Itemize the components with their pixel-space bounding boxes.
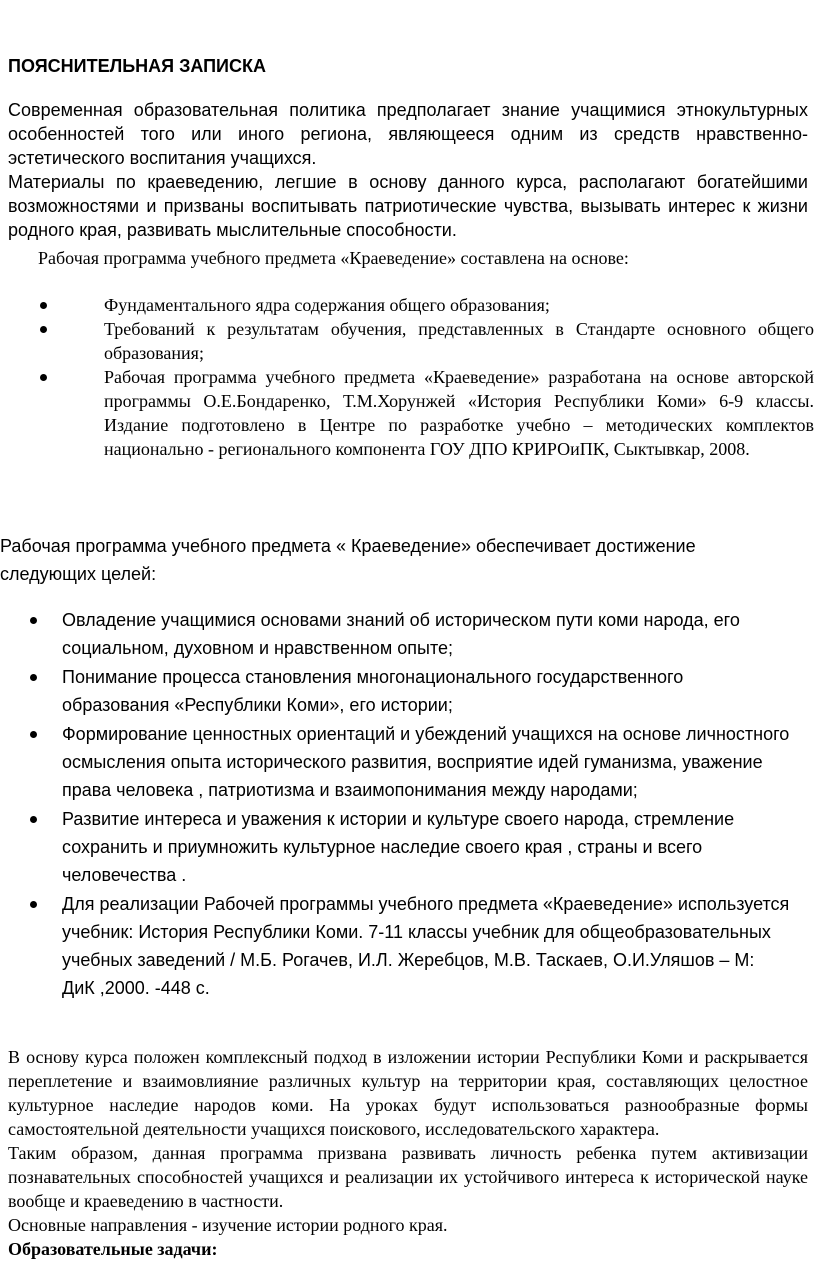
list-item: Понимание процесса становления многонационального государственного образования «Республики Коми», его истории; [30, 663, 790, 719]
page-title: ПОЯСНИТЕЛЬНАЯ ЗАПИСКА [8, 56, 266, 76]
list-item: Развитие интереса и уважения к истории и культуре своего народа, стремление сохранить и приумножить культурное наследие своего края , страны и всего человечества . [30, 805, 790, 889]
bullet-icon [40, 374, 47, 381]
list-item: Овладение учащимися основами знаний об историческом пути коми народа, его социальном, духовном и нравственном опыте; [30, 606, 790, 662]
bullet-icon [40, 302, 47, 309]
course-paragraph-3: Основные направления - изучение истории родного края. [8, 1215, 448, 1235]
list-item: Требований к результатам обучения, представленных в Стандарте основного общего образования; [40, 317, 814, 365]
basis-intro-section [8, 246, 808, 270]
course-section [8, 1045, 808, 1261]
section-heading: Образовательные задачи: [8, 1239, 218, 1259]
bullet-icon [30, 816, 37, 823]
goals-list [30, 606, 790, 1002]
basis-list [40, 293, 814, 461]
course-paragraph-2: Таким образом, данная программа призвана развивать личность ребенка путем активизации познавательных способностей учащихся и реализации их устойчивого интереса к исторической науке вообще и краеведению в частности. [8, 1143, 808, 1211]
list-item: Рабочая программа учебного предмета «Краеведение» разработана на основе авторской программы О.Е.Бондаренко, Т.М.Хорунжей «История Республики Коми» 6-9 классы. Издание подготовлено в Центре по разработке учебно – методических комплектов национально - регионального компонента ГОУ ДПО КРИРОиПК, Сыктывкар, 2008. [40, 365, 814, 461]
intro-section [8, 98, 808, 242]
list-item: Формирование ценностных ориентаций и убеждений учащихся на основе личностного осмысления опыта исторического развития, восприятие идей гуманизма, уважение права человека , патриотизма и взаимопонимания между народами; [30, 720, 790, 804]
list-item: Для реализации Рабочей программы учебного предмета «Краеведение» используется учебник: История Республики Коми. 7-11 классы учебник для общеобразовательных учебных заведений / М.Б. Рогачев, И.Л. Жеребцов, М.В. Таскаев, О.И.Уляшов – М: ДиК ,2000. -448 с. [30, 890, 790, 1002]
basis-intro-paragraph: Рабочая программа учебного предмета «Краеведение» составлена на основе: [38, 248, 629, 268]
goals-intro-paragraph: Рабочая программа учебного предмета « Краеведение» обеспечивает достижение следующих целей: [0, 536, 696, 584]
bullet-icon [40, 326, 47, 333]
goals-intro-section [0, 532, 790, 588]
bullet-icon [30, 674, 37, 681]
list-item: Фундаментального ядра содержания общего образования; [40, 293, 814, 317]
bullet-icon [30, 617, 37, 624]
intro-paragraph-2: Материалы по краеведению, легшие в основу данного курса, располагают богатейшими возможностями и призваны воспитывать патриотические чувства, вызывать интерес к жизни родного края, развивать мыслительные способности. [8, 172, 808, 240]
bullet-icon [30, 731, 37, 738]
intro-paragraph-1: Современная образовательная политика предполагает знание учащимися этнокультурных особенностей того или иного региона, являющееся одним из средств нравственно-эстетического воспитания учащихся. [8, 100, 808, 168]
course-paragraph-1: В основу курса положен комплексный подход в изложении истории Республики Коми и раскрывается переплетение и взаимовлияние различных культур на территории края, составляющих целостное культурное наследие народов коми. На уроках будут использоваться разнообразные формы самостоятельной деятельности учащихся поискового, исследовательского характера. [8, 1047, 808, 1139]
bullet-icon [30, 901, 37, 908]
